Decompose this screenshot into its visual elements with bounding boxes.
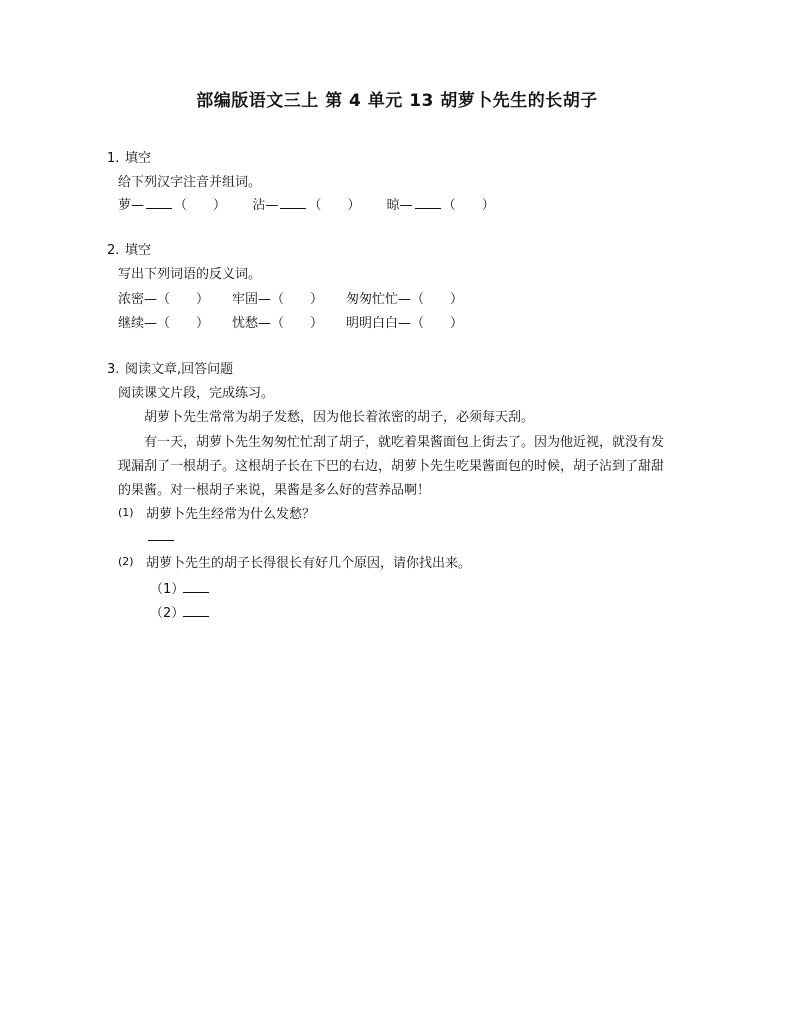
question-1-instruction: 给下列汉字注音并组词。	[118, 175, 262, 190]
answer-blank[interactable]	[280, 196, 306, 209]
question-3-heading	[107, 358, 233, 377]
question-2-instruction: 写出下列词语的反义词。	[118, 267, 262, 282]
question-2-heading	[107, 239, 151, 258]
antonym-item[interactable]: 继续—（ ）	[118, 316, 210, 331]
sub-question-2-text: 胡萝卜先生的胡子长得很长有好几个原因，请你找出来。	[146, 556, 472, 571]
antonym-item[interactable]: 明明白白—（ ）	[346, 316, 464, 331]
page-title: 部编版语文三上 第 4 单元 13 胡萝卜先生的长胡子	[196, 91, 598, 111]
antonym-item[interactable]: 浓密—（ ）	[118, 292, 210, 307]
char-item: 萝— （ ）	[118, 198, 227, 213]
question-title: 阅读文章,回答问题	[125, 362, 234, 377]
answer-blank[interactable]	[146, 196, 172, 209]
passage-paragraph-1: 胡萝卜先生常常为胡子发愁，因为他长着浓密的胡子，必须每天刮。	[144, 410, 535, 425]
sub-question-2-answer-1: （1）	[150, 582, 185, 597]
passage-paragraph-2-line-2: 现漏刮了一根胡子。这根胡子长在下巴的右边，胡萝卜先生吃果酱面包的时候，胡子沾到了甜甜	[118, 459, 665, 474]
sub-question-1-text: 胡萝卜先生经常为什么发愁？	[146, 507, 316, 522]
question-2-row-2	[118, 312, 486, 331]
passage-paragraph-2-line-1: 有一天，胡萝卜先生匆匆忙忙刮了胡子，就吃着果酱面包上街去了。因为他近视，就没有发	[144, 435, 665, 450]
sub-question-2-answer-1-blank[interactable]	[183, 592, 209, 593]
antonym-item[interactable]: 牢固—（ ）	[232, 292, 324, 307]
question-1-items	[118, 194, 495, 213]
char-item: 晾— （ ）	[386, 198, 495, 213]
antonym-item[interactable]: 忧愁—（ ）	[232, 316, 324, 331]
sub-question-2-answer-2: （2）	[150, 606, 185, 621]
sub-question-1-answer-blank[interactable]	[148, 540, 174, 541]
antonym-item[interactable]: 匆匆忙忙—（ ）	[346, 292, 464, 307]
question-number: 1.	[107, 151, 120, 166]
passage-paragraph-2-line-3: 的果酱。对一根胡子来说，果酱是多么好的营养品啊！	[118, 483, 431, 498]
char-item: 沾— （ ）	[252, 198, 361, 213]
answer-blank[interactable]	[415, 196, 441, 209]
question-title: 填空	[125, 151, 152, 166]
question-number: 3.	[107, 362, 120, 377]
sub-question-2-answer-2-blank[interactable]	[183, 616, 209, 617]
question-1-heading	[107, 147, 151, 166]
question-title: 填空	[125, 243, 152, 258]
question-3-instruction: 阅读课文片段，完成练习。	[118, 386, 275, 401]
sub-question-2-number: (2)	[118, 555, 134, 568]
sub-question-1-number: (1)	[118, 506, 134, 519]
question-2-row-1	[118, 288, 486, 307]
question-number: 2.	[107, 243, 120, 258]
